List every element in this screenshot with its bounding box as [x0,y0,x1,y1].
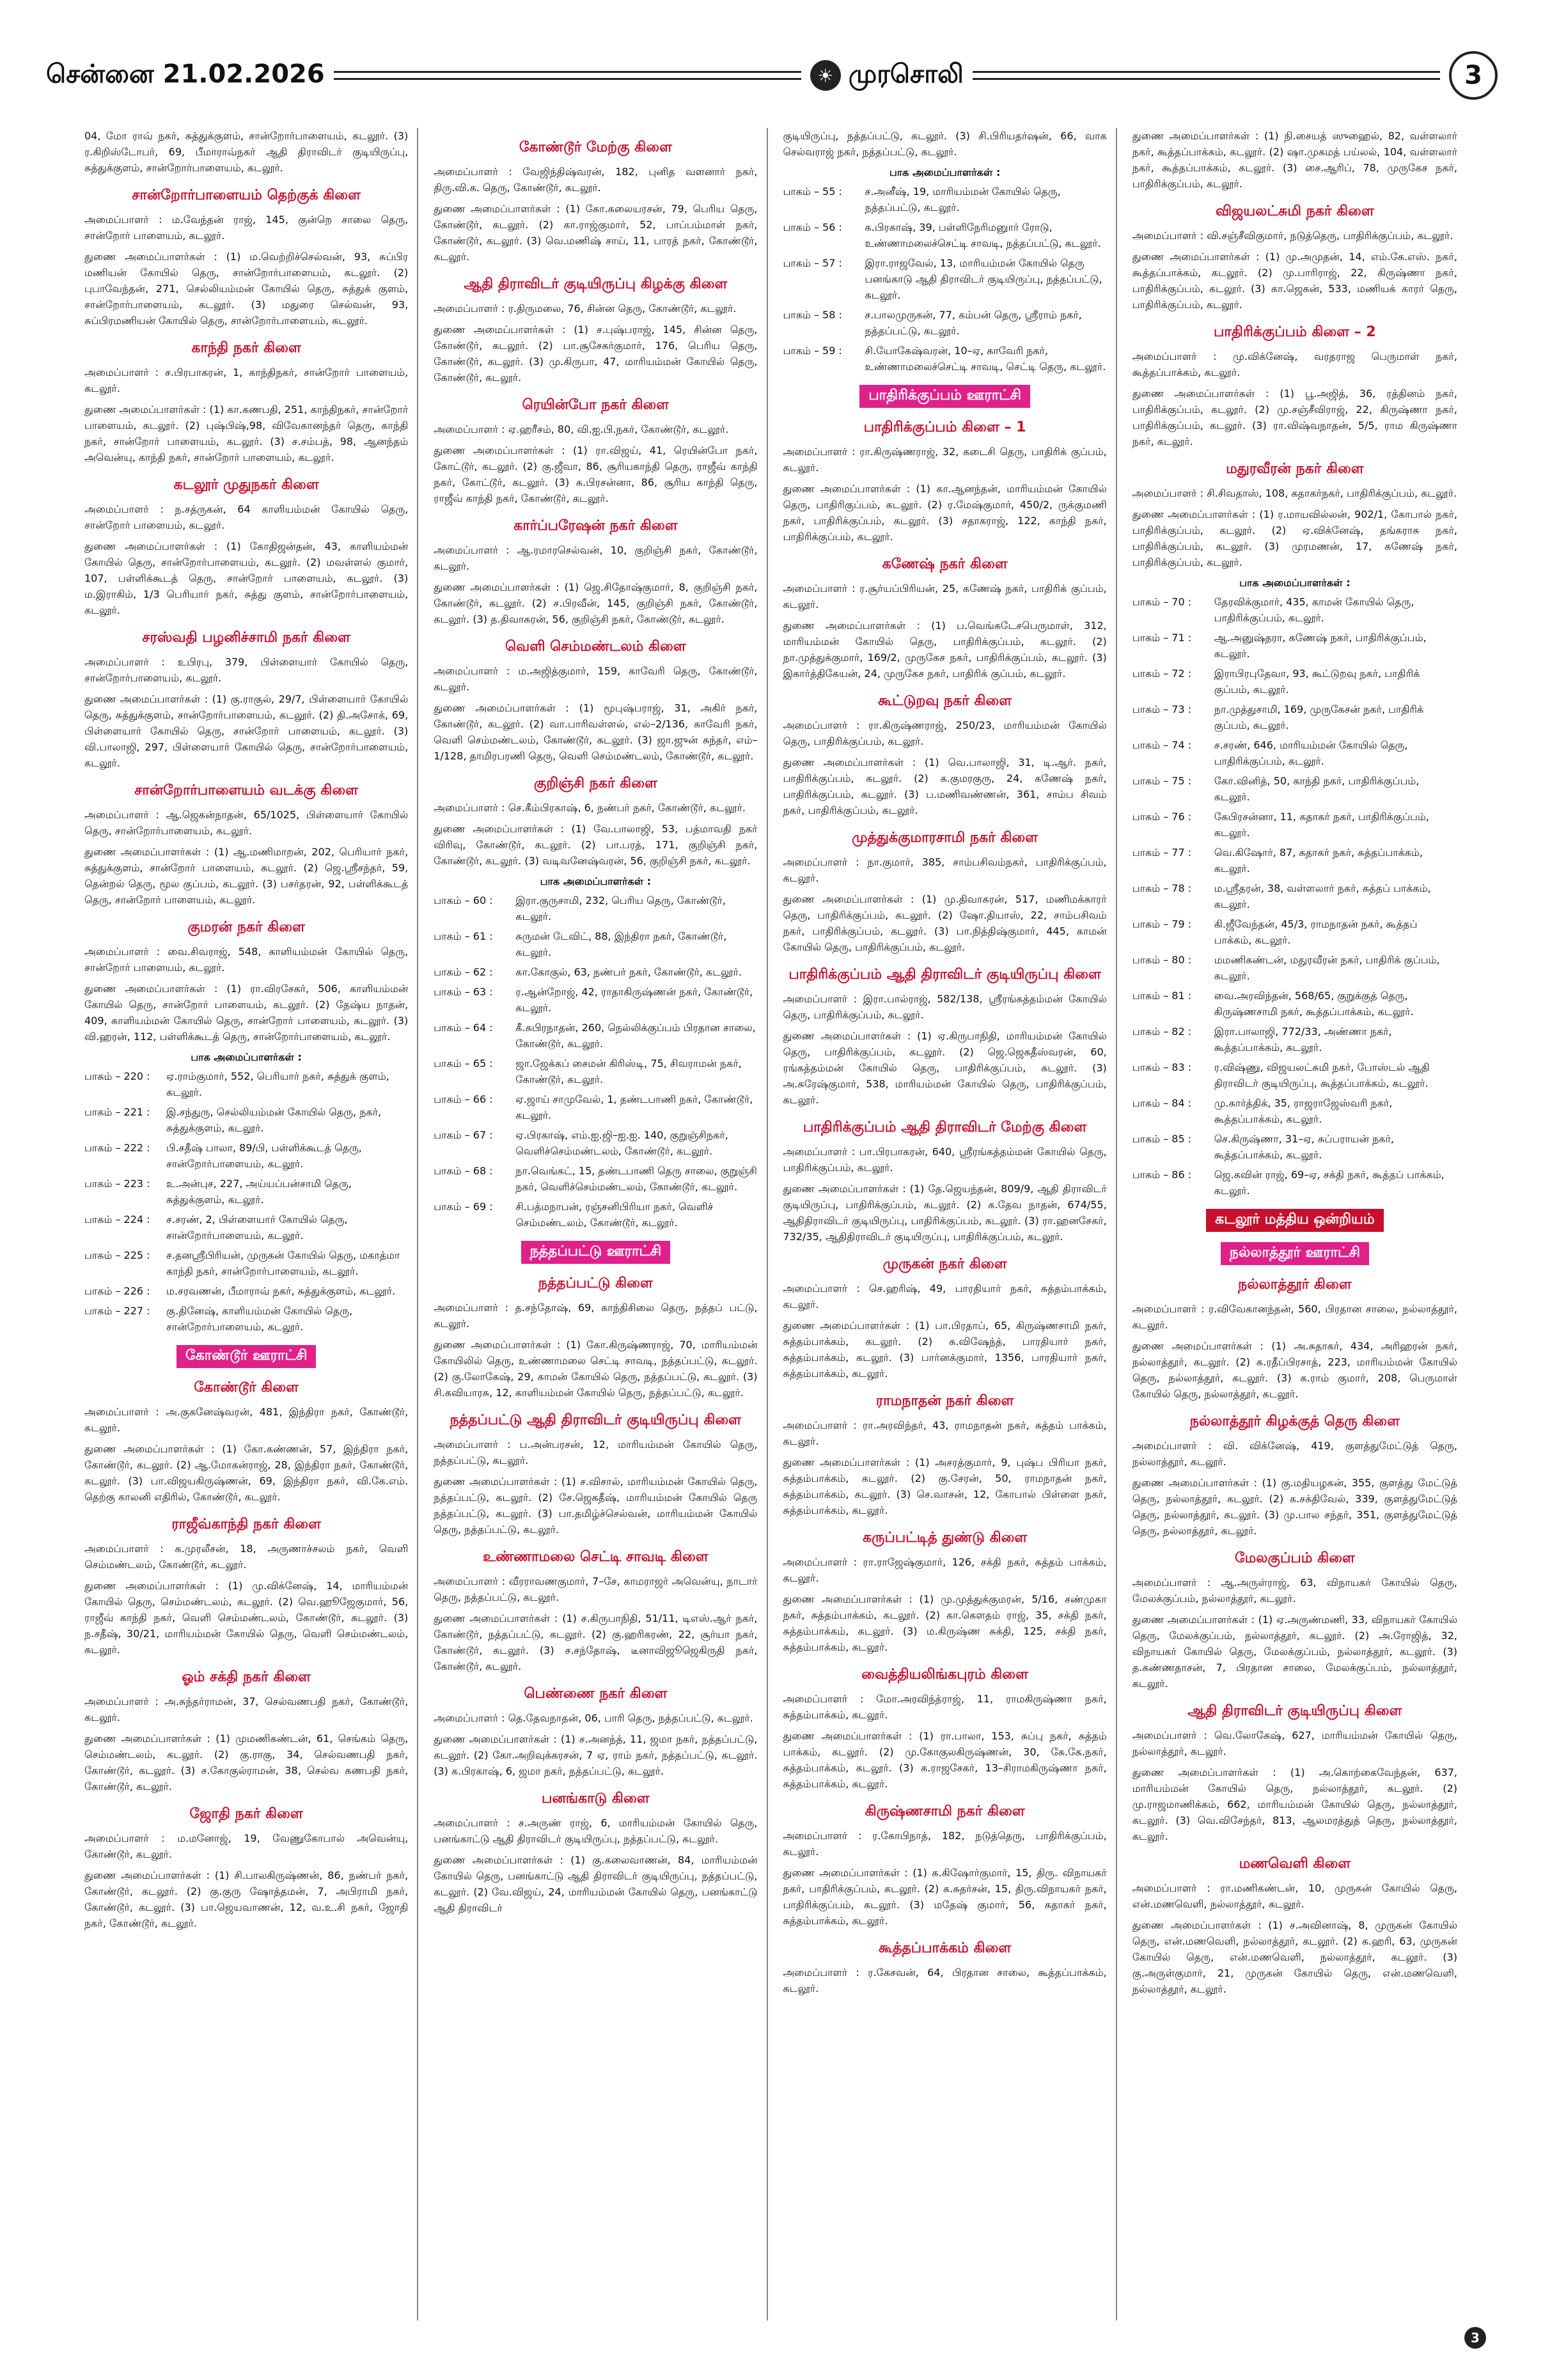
organiser-entry: அமைப்பாளர் : ர.சூர்யப்பிரியன், 25, கணேஷ் நகர், பாதிரிக் குப்பம், கடலூர். [783,582,1107,611]
panchayat-band [1132,1242,1457,1265]
panchayat-band [783,385,1107,408]
ward-organiser: கா.கோகுல், 63, நண்பர் நகர், கோண்டூர், கடலூர். [515,966,742,978]
branch-title: ஓம் சக்தி நகர் கிளை [182,1669,311,1685]
deputy-organisers-entry: துணை அமைப்பாளர்கள் : (1) பா.பிரதாப், 65, கிருஷ்ணசாமி நகர், சுத்தம்பாக்கம், கடலூர். (2) க.விஷேந்த், பாரதியார் நகர், சுத்தம்பாக்கம், கடலூர். (3) பார்னக்குமார், 1356, பாரதியார் நகர், சுத்தம்பாக்கம், கடலூர். [783,1319,1107,1380]
deputy-organisers-entry: துணை அமைப்பாளர்கள் : (1) கா.கணபதி, 251, காந்திநகர், சான்றோர் பாளையம், கடலூர். (2) புஷ்பிஷ்,98, விவேகானந்தர் தெரு, காந்தி நகர், சான்றோர் பாளையம், கடலூர். (3) ச.சம்பத், 98, ஆனந்தம் அவென்யு, காந்தி நகர், சான்றோர் பாளையம், கடலூர். [84,403,409,463]
branch-title: காந்தி நகர் கிளை [191,340,301,356]
branch-title: கூத்தப்பாக்கம் கிளை [879,1940,1012,1956]
organiser-entry: அமைப்பாளர் : சி.சிவதாஸ், 108, கதாகர்நகர், பாதிரிக்குப்பம், கடலூர். [1132,487,1457,499]
deputy-organisers-entry: துணை அமைப்பாளர்கள் : (1) கோ.கண்ணன், 57, இந்திரா நகர், கோண்டூர், கடலூர். (2) ஆ.மோகன்ராஜ், 28, இந்திரா நகர், கோண்டூர், கடலூர். (3) பா.விஜயகிருஷ்ணன், 69, இந்திரா நகர், வி.கே.எம். தெற்கு காலனி எதிரில், கோண்டூர், கடலூர். [84,1443,409,1503]
deputy-organisers-entry: துணை அமைப்பாளர்கள் : (1) வெ.பாலாஜி, 31, டி.ஆர். நகர், பாதிரிக்குப்பம், கடலூர். (2) க.குமரகுரு, 24, கணேஷ் நகர், பாதிரிக்குப்பம், கடலூர். (3) ப.மணிவண்ணன், 361, சாம்ப சிவம் நகர், பாதிரிக்குப்பம், கடலூர். [783,756,1107,816]
panchayat-band [84,1345,408,1368]
branch-title: பாதிரிக்குப்பம் ஆதி திராவிடர் மேற்கு கிளை [803,1119,1087,1135]
page-number-badge: 3 [1449,51,1498,100]
deputy-organisers-entry: துணை அமைப்பாளர்கள் : (1) ச.புஷ்பராஜ், 145, சின்ன தெரு, கோண்டூர், கடலூர். (2) பா.சூசேகர்குமார், 176, பெரிய தெரு, கோண்டூர், கடலூர். (3) மு.கிருபா, 47, மாரியம்மன் கோயில் தெரு, கோண்டூர், கடலூர். [434,323,758,384]
organiser-entry: அமைப்பாளர் : ஆ.ரமாரசெல்வன், 10, குறிஞ்சி நகர், கோண்டூர், கடலூர். [434,544,758,572]
deputy-organisers-entry: துணை அமைப்பாளர்கள் : (1) கோ.கிருஷ்ணராஜ், 70, மாரியம்மன் கோயிலில் தெரு, உண்ணாமலை செட்டி சாவடி, நத்தப்பட்டு, கடலூர். (2) கு.லோகேஷ், 29, காமன் கோயில் தெரு, நத்தப்பட்டு, கடலூர். (3) சி.கவியாரசு, 12, காளியம்மன் கோயில் தெரு, நத்தப்பட்டு, கடலூர். [434,1339,758,1399]
ward-organiser: கு.தினேஷ், காளியம்மன் கோயில் தெரு, சான்றோர்பாளையம், கடலூர். [166,1305,353,1333]
organiser-entry: அமைப்பாளர் : ஆ.அருள்ராஜ், 63, விநாயகர் கோயில் தெரு, மேலக்குப்பம், நல்லாத்தூர், கடலூர். [1132,1576,1457,1605]
ward-number: பாகம் – 64 : [434,1022,493,1034]
ward-number: பாகம் – 83 : [1132,1061,1192,1073]
deputy-organisers-entry: துணை அமைப்பாளர்கள் : (1) ச.விசால், மாரியம்மன் கோயில் தெரு, நத்தப்பட்டு, கடலூர். (2) சே.ஜெகதீஷ், மாரியம்மன் கோயில் தெரு நத்தப்பட்டு, கடலூர். (3) பா.தமிழ்ச்செல்வன், மாரியம்மன் கோயில் தெரு, நத்தப்பட்டு, கடலூர். [434,1475,758,1536]
ward-organiser: ஆ.அனுஷ்தரா, கணேஷ் நகர், பாதிரிக்குப்பம், கடலூர். [1214,632,1427,660]
ward-organiser: இரா.ராஜவேல், 13, மாரியம்மன் கோயில் தெரு பனங்காடு ஆதி திராவிடர் குடியிருப்பு, நத்தப்பட்டு, கடலூர். [865,257,1102,301]
ward-number: பாகம் – 74 : [1132,739,1192,751]
ward-row [1132,916,1457,948]
deputy-organisers-entry: துணை அமைப்பாளர்கள் : (1) அ.சுதாகர், 434, அரிஹரன் நகர், நல்லாத்தூர், கடலூர். (2) க.ரதீப்பிரசாத், 223, மாரியம்மன் கோயில் தெரு, நல்லாத்தூர், கடலூர். (3) க.ராம் குமார், 208, பெருமாள் கோயில் தெரு, நல்லாத்தூர், கடலூர். [1132,1340,1457,1400]
ward-number: பாகம் – 67 : [434,1129,493,1141]
deputy-organisers-entry: துணை அமைப்பாளர்கள் : (1) கா.ஆனந்தன், மாரியம்மன் கோயில் தெரு, பாதிரிகுப்பம், கடலூர். (2) ர.மேஷ்குமார், 450/2, ருக்குமணி நகர், பாதிரிக்குப்பம், கடலூர். (3) சதாகராஜ், 122, காந்தி நகர், பாதிரிக்குப்பம், கடலூர். [783,483,1107,543]
ward-row [434,1127,757,1159]
ward-organisers-label: பாக அமைப்பாளர்கள் : [889,166,1001,178]
organiser-entry: அமைப்பாளர் : வி.சஞ்சீவிகுமார், நடுத்தெரு, பாதிரிக்குப்பம், கடலூர். [1132,229,1453,242]
rising-sun-emblem-icon: ☀ [810,60,841,91]
branch-title: பெண்ணை நகர் கிளை [524,1686,668,1702]
ward-organiser: வெ.கிஷோர், 87, கதாகர் நகர், சுத்தப்பாக்கம், கடலூர். [1214,846,1423,875]
branch-title: கூட்டுறவு நகர் கிளை [878,693,1012,709]
ward-row [1132,737,1457,769]
ward-organiser: க.பிரகாஷ், 39, பள்ளிநேரிமனுார் ரோடு, உண்ணாமலைச்செட்டி சாவடி, நத்தப்பட்டு, கடலூர். [865,221,1101,249]
branch-title: கோண்டூர் மேற்கு கிளை [519,139,672,155]
ward-row [1132,880,1457,912]
newspaper-name [810,59,964,92]
organiser-entry: அமைப்பாளர் : மோ.அரவிந்த்ராஜ், 11, ராமகிருஷ்ணா நகர், சுத்தம்பாக்கம், கடலூர். [783,1693,1107,1721]
branch-title: ரெயின்போ நகர் கிளை [522,397,670,413]
ward-number: பாகம் – 58 : [783,309,842,321]
ward-number: பாகம் – 80 : [1132,954,1192,966]
organiser-entry: அமைப்பாளர் : ர.விவேகானந்தன், 560, பிரதான சாலை, நல்லாத்தூர், கடலூர். [1132,1303,1457,1331]
continued-text: 04, மோ ராவ் நகர், சுத்துக்குளம், சான்றோர்பாளையம், கடலூர். (3) ர.கிறிஸ்டோபர், 69, பீமாராவ்நகர் ஆதி திராவிடர் குடியிருப்பு, சுத்துக்குளம், சான்றோர்பாளையம், கடலூர். [84,130,409,174]
ward-organisers-label: பாக அமைப்பாளர்கள் : [191,1051,302,1063]
ward-row [1132,1131,1457,1163]
branch-title: வெளி செம்மண்டலம் கிளை [505,639,686,655]
ward-number: பாகம் – 226 : [84,1285,150,1297]
branch-title: வைத்தியலிங்கபுரம் கிளை [861,1667,1028,1683]
deputy-organisers-entry: துணை அமைப்பாளர்கள் : (1) ஆ.மணிமாறன், 202, பெரியார் நகர், சுத்துக்குளம், சான்றோர் பாளையம், கடலூர். (2) ஜெ.ஸ்ரீசந்தர், 59, தென்றல் தெரு, மூல குப்பம், கடலூர். (3) பசர்தரன், 92, பள்ளிக்கூடத் தெரு, சான்றோர் பாளையம், கடலூர். [84,846,409,906]
deputy-organisers-entry: துணை அமைப்பாளர்கள் : (1) கு.கலைவாணன், 84, மாரியம்மன் கோயில் தெரு, பனங்காட்டு ஆதி திராவிடர் குடியிருப்பு, நத்தப்பட்டு, கடலூர். (2) வே.விஜய், 24, மாரியம்மன் கோயில் தெரு, பனங்காட்டு ஆதி திராவிடர் [434,1854,758,1914]
ward-organiser: ச.தனஸ்ரீபிரியன், முருகன் கோயில் தெரு, மகாத்மா காந்தி நகர், சான்றோர்பாளையம், கடலூர். [166,1249,400,1277]
organiser-entry: அமைப்பாளர் : ரா.கிருஷ்ணராஜ், 32, கடைசி தெரு, பாதிரிக் குப்பம், கடலூர். [783,446,1107,474]
ward-number: பாகம் – 55 : [783,185,842,198]
branch-title: கிருஷ்ணசாமி நகர் கிளை [865,1803,1025,1819]
ward-organiser: நா.வெங்கட், 15, தண்டபாணி தெரு சாலை, குறுஞ்சி நகர், வெளிச்செம்மண்டலம், கோண்டூர், கடலூர். [515,1165,757,1193]
panchayat-band-label: நத்தப்பட்டு ஊராட்சி [521,1241,671,1264]
ward-organiser: ம.சரவணன், பீமாராவ் நகர், சுத்துக்குளம், கடலூர். [166,1285,396,1297]
ward-organiser: ஜா.ஜேக்கப் சைமன் கிரிஸ்டி, 75, சிவராமன் நகர், கோண்டூர், கடலூர். [515,1057,742,1085]
organiser-entry: அமைப்பாளர் : ஆ.ஜெகன்நாதன், 65/1025, பிள்ளையார் கோயில் தெரு, சான்றோர்பாளையம், கடலூர். [84,809,409,837]
ward-organiser: ச.அனீஷ், 19, மாரியம்மன் கோயில் தெரு, நத்தப்பட்டு, கடலூர். [865,185,1061,214]
union-band [1132,1209,1457,1232]
organiser-entry: அமைப்பாளர் : அ.குகனேஷ்வரன், 481, இந்திரா நகர், கோண்டூர், கடலூர். [84,1406,409,1434]
ward-organiser: ஜெ.கவின் ராஜ், 69–ஏ, சக்தி நகர், கூத்தப் பாக்கம், கடலூர். [1214,1169,1445,1197]
ward-row [434,964,757,980]
ward-number: பாகம் – 85 : [1132,1133,1192,1145]
ward-row [84,1176,408,1208]
organiser-entry: அமைப்பாளர் : ச.அருண் ராஜ், 6, மாரியம்மன் கோயில் தெரு, பனங்காட்டு ஆதி திராவிடர் குடியிருப்பு, நத்தப்பட்டு, கடலூர். [434,1817,758,1845]
ward-organiser: கி.ஜீவேந்தன், 45/3, ராமநாதன் நகர், கூத்தப் பாக்கம், கடலூர். [1214,918,1418,946]
ward-organiser: மமணிகண்டன், மதுரவீரன் நகர், பாதிரிக் குப்பம், கடலூர். [1214,954,1440,982]
deputy-organisers-entry: துணை அமைப்பாளர்கள் : (1) கோதிஜன்தன், 43, காளியம்மன் கோயில் தெரு, சான்றோர்பாளையம், கடலூர். (2) மவள்ளல் குமார், 107, பள்ளிக்கூடத் தெரு, சான்றோர் பாளையம், கடலூர். (3) ம.இராகிம், 1/3 பெரியார் நகர், சுத்து குளம், சான்றோர்பாளையம், கடலூர். [84,540,409,616]
ward-number: பாகம் – 82 : [1132,1025,1192,1038]
ward-number: பாகம் – 227 : [84,1305,150,1317]
branch-title: நத்தப்பட்டு கிளை [538,1275,653,1291]
ward-number: பாகம் – 221 : [84,1106,150,1118]
ward-number: பாகம் – 71 : [1132,632,1192,644]
branch-title: மதுரவீரன் நகர் கிளை [1226,461,1364,477]
ward-organisers-label: பாக அமைப்பாளர்கள் : [1239,577,1351,589]
ward-row [1132,773,1457,805]
deputy-organisers-entry: துணை அமைப்பாளர்கள் : (1) ச.அனந்த், 11, ஜமா நகர், நத்தப்பட்டு, கடலூர். (2) கோ.அறிவுக்கரசன், 7 ஏ, ராம் நகர், நத்தப்பட்டு, கடலூர். (3) க.பிரகாஷ், 6, ஜமா நகர், நத்தப்பட்டு, கடலூர். [434,1733,758,1777]
ward-organiser: ச.பாலமுருகன், 77, கம்பன் தெரு, ஸ்ரீராம் நகர், நத்தப்பட்டு, கடலூர். [865,309,1082,337]
ward-row [1132,701,1457,733]
ward-number: பாகம் – 65 : [434,1057,493,1069]
ward-organiser: ஏ.பிரகாஷ், எம்.ஐ.ஜி–ஐ.ஐ. 140, குறுஞ்சிநகர், வெளிச்செம்மண்டலம், கோண்டூர், கடலூர். [515,1129,728,1157]
deputy-organisers-entry: துணை அமைப்பாளர்கள் : (1) ச.அவினாஷ், 8, முருகன் கோயில் தெரு, என்.மணவெளி, நல்லாத்தூர், கடலூர். (2) க.ஹரி, 63, முருகன் கோயில் தெரு, என்.மணவெளி, நல்லாத்தூர், கடலூர். (3) கு.அருள்குமார், 21, முருகன் கோயில் தெரு, என்.மணவெளி, நல்லாத்தூர், கடலூர். [1132,1919,1457,1995]
masthead [46,50,1498,101]
ward-row [783,255,1107,303]
ward-number: பாகம் – 56 : [783,221,842,233]
deputy-organisers-entry: துணை அமைப்பாளர்கள் : (1) ஜெ.சிதோஷ்குமார், 8, குறிஞ்சி நகர், கோண்டூர், கடலூர். (2) ச.பிரவீன், 145, குறிஞ்சி நகர், கோண்டூர், கடலூர். (3) த.திவாகரன், 56, குறிஞ்சி நகர், கோண்டூர், கடலூர். [434,581,758,625]
organiser-entry: அமைப்பாளர் : ரா.ராஜேஷ்குமார், 126, சக்தி நகர், சுத்தம் பாக்கம், கடலூர். [783,1556,1107,1584]
branch-title: சான்றோர்பாளையம் தெற்குக் கிளை [132,187,361,203]
ward-row [783,183,1107,215]
branch-title: கடலூர் முதுநகர் கிளை [173,477,319,493]
ward-row [434,1020,757,1052]
ward-row [1132,630,1457,662]
branch-title: ஜோதி நகர் கிளை [189,1806,303,1822]
branch-title: பாதிரிக்குப்பம் கிளை – 2 [1214,324,1376,340]
branch-title: குமரன் நகர் கிளை [187,919,305,935]
organiser-entry: அமைப்பாளர் : ஏ.ஹரீசம், 80, வி.ஐ.பி.நகர், கோண்டூர், கடலூர். [434,423,729,435]
ward-organiser: இ.சந்துரு, செல்லியம்மன் கோயில் தெரு, நகர், சுத்துக்குளம், கடலூர். [166,1106,382,1134]
ward-row [783,307,1107,339]
deputy-organisers-entry: துணை அமைப்பாளர்கள் : (1) மூபுஷ்பராஜ், 31, அகிர் நகர், கோண்டூர், கடலூர். (2) வா.பாரிவள்ளல், எல்–2/136, காவேரி நகர், வெளி செம்மண்டலம், கோண்டூர், கடலூர். (3) ஜா.ஜுன் சுந்தர், எம்–1/128, தாமிரபரணி தெரு, வெளி செம்மண்டலம், கோண்டூர், கடலூர். [434,702,758,762]
ward-row [1132,952,1457,984]
branch-title: கோண்டூர் கிளை [194,1380,299,1396]
deputy-organisers-entry: துணை அமைப்பாளர்கள் : (1) மு.முத்துக்குமரன், 5/16, சண்முகா நகர், சுத்தம்பாக்கம், கடலூர். (2) கா.கௌதம் ராஜ், 35, சக்தி நகர், சுத்தம்பாக்கம், கடலூர். (3) ம.கிருஷ்ண சுக்தி, 125, சக்தி நகர், சுத்தம்பாக்கம், கடலூர். [783,1593,1107,1653]
deputy-organisers-entry: துணை அமைப்பாளர்கள் : (1) மு.அமுதன், 14, எம்.கே.எஸ். நகர், கூத்தப்பாக்கம், கடலூர். (2) மு.பாரிராஜ், 22, கிருஷ்ணா நகர், பாதிரிக்குப்பம், கடலூர். (3) கா.ஜெகன், 533, மணியக் காரர் தெரு, பாதிரிக்குப்பம், கடலூர். [1132,251,1457,311]
branch-title: பாதிரிக்குப்பம் கிளை – 1 [863,419,1026,435]
ward-row [434,892,757,924]
ward-organiser: சி.யோகேஷ்வரன், 10–ஏ, காவேரி நகர், உண்ணாமலைச்செட்டி சாவடி, செட்டி தெரு, கடலூர். [865,345,1106,373]
ward-number: பாகம் – 60 : [434,894,493,906]
ward-number: பாகம் – 66 : [434,1093,493,1105]
ward-organiser: கேபிரசன்னா, 11, கதாகர் நகர், பாதிரிக்குப்பம், கடலூர். [1214,811,1429,839]
deputy-organisers-entry: துணை அமைப்பாளர்கள் : (1) கோ.கலையரசன், 79, பெரிய தெரு, கோண்டூர், கடலூர். (2) கா.ராஜ்குமார், 52, பாப்பம்மாள் நகர், கோண்டூர், கடலூர். (3) வெ.மணிஷ் சாய், 11, பாரத் நகர், கோண்டூர், கடலூர். [434,203,758,263]
ward-number: பாகம் – 84 : [1132,1097,1192,1109]
ward-number: பாகம் – 72 : [1132,667,1192,680]
ward-row [1132,844,1457,876]
ward-organiser: இரா.குருசாமி, 232, பெரிய தெரு, கோண்டூர், கடலூர். [515,894,726,922]
deputy-organisers-entry: துணை அமைப்பாளர்கள் : (1) ஏ.அருண்மணி, 33, விநாயகர் கோயில் தெரு, மேலக்குப்பம், நல்லாத்தூர், கடலூர். (2) அ.ரோஜித், 32, விநாயகர் கோயில் தெரு, மேலக்குப்பம், நல்லாத்தூர், கடலூர். (3) த.கண்ணதாசன், 7, பிரதான சாலை, மேலக்குப்பம், நல்லாத்தூர், கடலூர். [1132,1614,1457,1690]
ward-number: பாகம் – 224 : [84,1213,150,1225]
ward-organiser: நா.முத்துசாமி, 169, முருகேசன் நகர், பாதிரிக் குப்பம், கடலூர். [1214,703,1424,731]
ward-row [84,1211,408,1243]
organiser-entry: அமைப்பாளர் : வேஜிந்திஷ்வரன், 182, புனித வளனார் நகர், திரு.வி.க. தெரு, கோண்டூர், கடலூர். [434,166,758,194]
organiser-entry: அமைப்பாளர் : ச.பிரபாகரன், 1, காந்திநகர், சான்றோர் பாளையம், கடலூர். [84,366,409,394]
panchayat-band-label: கோண்டூர் ஊராட்சி [176,1345,316,1368]
ward-number: பாகம் – 70 : [1132,596,1192,608]
deputy-organisers-entry: துணை அமைப்பாளர்கள் : (1) க.கிஷோர்குமார், 15, திரு. விநாயகர் நகர், பாதிரிக்குப்பம், கடலூர். (2) க.சுதர்சன், 15, திரு.விநாயகர் நகர், பாதிரிக்குப்பம், கடலூர். (3) மதேஷ் குமார், 56, கதாகர் நகர், சுத்தம்பாக்கம், கடலூர். [783,1867,1107,1927]
ward-number: பாகம் – 78 : [1132,882,1192,894]
deputy-organisers-entry: துணை அமைப்பாளர்கள் : (1) கு.ராகுல், 29/7, பிள்ளையார் கோயில் தெரு, சுத்துக்குளம், சான்றோர்பாளையம், கடலூர். (2) தி.அசோக், 69, பிள்ளையார் கோயில் தெரு, சான்றோர் பாளையம், கடலூர். (3) வி.பாலாஜி, 297, பிள்ளையார் கோயில் தெரு, சான்றோர்பாளையம், கடலூர். [84,693,409,769]
organiser-entry: அமைப்பாளர் : ந.சத்ருகன், 64 காளியம்மன் கோயில் தெரு, சான்றோர் பாளையம், கடலூர். [84,503,409,531]
deputy-organisers-entry: துணை அமைப்பாளர்கள் : (1) ர.மாயவில்லன், 902/1, கோபால் நகர், பாதிரிக்குப்பம், கடலூர். (2) ஏ.விக்னேஷ், தங்கராசு நகர், பாதிரிக்குப்பம், கடலூர். (3) முரமணன், 17, கணேஷ் நகர், பாதிரிக்குப்பம், கடலூர். [1132,508,1457,568]
branch-title: மேலகுப்பம் கிளை [1234,1550,1355,1566]
organiser-entry: அமைப்பாளர் : தெ.தேவநாதன், 06, பாரி தெரு, நத்தப்பட்டு, கடலூர். [434,1712,753,1724]
ward-row [1132,809,1457,841]
ward-organiser: ம.ஸ்ரீதரன், 38, வள்ளலார் நகர், சுத்தப் பாக்கம், கடலூர். [1214,882,1431,910]
ward-organiser: கீ.சுபிரநாதன், 260, நெல்லிக்குப்பம் பிரதான சாலை, கோண்டூர், கடலூர். [515,1022,756,1050]
ward-number: பாகம் – 220 : [84,1070,150,1082]
ward-organisers-label: பாக அமைப்பாளர்கள் : [540,875,652,887]
ward-row [434,1199,757,1231]
ward-row [434,984,757,1016]
organiser-entry: அமைப்பாளர் : உபிரபு, 379, பிள்ளையார் கோயில் தெரு, சான்றோர்பாளையம், கடலூர். [84,656,409,684]
deputy-organisers-entry: துணை அமைப்பாளர்கள் : (1) ச.கிருபாநிதி, 51/11, டிஎஸ்.ஆர் நகர், கோண்டூர், நத்தப்பட்டு, கடலூர். (2) கு.ஹரிகரண், 22, சூர்யா நகர், கோண்டூர், கடலூர். (3) ச.சந்தோஷ், டீனாவிஜூஜெகிருதி நகர், கோண்டூர், கடலூர். [434,1612,758,1672]
continued-text: துணை அமைப்பாளர்கள் : (1) நி.சையத் ஸுஹைல், 82, வள்ளலார் நகர், கூத்தப்பாக்கம், கடலூர். (2) ஷா.முகமத் பய்லல், 104, வள்ளலார் நகர், கூத்தப்பாக்கம், கடலூர். (3) சை.ஆரிப், 78, முருகேச நகர், பாதிரிக்குப்பம், கடலூர். [1132,130,1457,190]
branch-title: ராமநாதன் நகர் கிளை [875,1393,1014,1409]
deputy-organisers-entry: துணை அமைப்பாளர்கள் : (1) அ.கொற்கைவேந்தன், 637, மாரியம்மன் கோயில் தெரு, நல்லாத்தூர், கடலூர். (2) மு.ராஜமாணிக்கம், 662, மாரியம்மன் கோயில் தெரு, நல்லாத்தூர், கடலூர். (3) வெ.விசேந்தர், 813, ஆலமரத்துத் தெரு, நல்லாத்தூர், கடலூர். [1132,1766,1457,1842]
column-3 [774,128,1117,2321]
ward-organiser: ச.சரண், 646, மாரியம்மன் கோயில் தெரு, பாதிரிக்குப்பம், கடலூர். [1214,739,1408,767]
panchayat-band-label: நல்லாத்தூர் ஊராட்சி [1221,1242,1369,1265]
ward-row [434,1091,757,1123]
ward-organiser: உ.அன்புச, 227, அய்யப்பன்சாமி தெரு, சுத்துக்குளம், கடலூர். [166,1178,352,1206]
organiser-entry: அமைப்பாளர் : செ.ஹரிஷ், 49, பாரதியார் நகர், சுத்தம்பாக்கம், கடலூர். [783,1282,1107,1311]
branch-title: சான்றோர்பாளையம் வடக்கு கிளை [134,782,358,798]
ward-organiser: இராபிரபுதேவா, 93, கூட்டுறவு நகர், பாதிரிக் குப்பம், கடலூர். [1214,667,1420,696]
organiser-entry: அமைப்பாளர் : மு.விக்னேஷ், வரதராஜ பெருமாள் நகர், கூத்தப்பாக்கம், கடலூர். [1132,350,1457,378]
organiser-entry: அமைப்பாளர் : ர.கோபிநாத், 182, நடுத்தெரு, பாதிரிக்குப்பம், கடலூர். [783,1830,1107,1858]
deputy-organisers-entry: துணை அமைப்பாளர்கள் : (1) முமணிகண்டன், 61, செங்கம் தெரு, செம்மண்டலம், கடலூர். (2) கு.ராகு, 34, செல்வணபதி நகர், கோண்டூர், கடலூர். (3) ச.கோகுல்ராமன், 38, செல்வ கணபதி நகர், கோண்டூர், கடலூர். [84,1732,409,1793]
deputy-organisers-entry: துணை அமைப்பாளர்கள் : (1) ரா.பாலா, 153, சுப்பு நகர், சுத்தம் பாக்கம், கடலூர். (2) மு.கோகுலகிருஷ்ணன், 30, கே.கே.நகர், சுத்தம்பாக்கம், கடலூர். (3) க.ராஜசேகர், 13–சிராமகிருஷ்ணா நகர், சுத்தம்பாக்கம், கடலூர். [783,1730,1107,1790]
article-columns [75,128,1466,2321]
organiser-entry: அமைப்பாளர் : வை.சிவராஜ், 548, காளியம்மன் கோயில் தெரு, சான்றோர் பாளையம், கடலூர். [84,945,409,974]
branch-title: ஆதி திராவிடர் குடியிருப்பு கிளை [1187,1703,1402,1719]
organiser-entry: அமைப்பாளர் : க.முரலீசன், 18, அருணாச்சலம் நகர், வெளி செம்மண்டலம், கோண்டூர், கடலூர். [84,1543,409,1571]
ward-row [434,1055,757,1087]
ward-row [434,1163,757,1195]
ward-number: பாகம் – 223 : [84,1178,150,1190]
ward-row [1132,665,1457,697]
ward-organiser: பி.சதீஷ் பாலா, 89/பி, பள்ளிக்கூடத் தெரு, சான்றோர்பாளையம், கடலூர். [166,1142,362,1170]
branch-title: சரஸ்வதி பழனிச்சாமி நகர் கிளை [142,630,350,646]
union-band-label: கடலூர் மத்திய ஒன்றியம் [1206,1209,1384,1232]
branch-title: கருப்பட்டித் துண்டு கிளை [862,1530,1028,1546]
ward-organiser: ர.ஆன்றோஜ், 42, ராதாகிருஷ்ணன் நகர், கோண்டூர், கடலூர். [515,986,753,1014]
organiser-entry: அமைப்பாளர் : ரா.அரவிந்தர், 43, ராமநாதன் நகர், சுத்தம் பாக்கம், கடலூர். [783,1419,1107,1447]
branch-title: பாதிரிக்குப்பம் ஆதி திராவிடர் குடியிருப்பு கிளை [788,967,1101,983]
deputy-organisers-entry: துணை அமைப்பாளர்கள் : (1) வே.பாலாஜி, 53, பத்மாவதி நகர் விரிவு, கோண்டூர், கடலூர். (2) பா.பரத், 171, குறிஞ்சி நகர், கோண்டூர், கடலூர். (3) வடிவனேஷ்வரன், 56, குறிஞ்சி நகர், கடலூர். [434,823,758,867]
ward-row [1132,1059,1457,1091]
organiser-entry: அமைப்பாளர் : பா.பிரபாகரன், 640, ஸ்ரீரங்கத்தம்மன் கோயில் தெரு, பாதிரிக்குப்பம், கடலூர். [783,1146,1107,1174]
masthead-rule-left [334,71,801,80]
edition-date: சென்னை 21.02.2026 [46,59,325,89]
ward-organiser: ஏ.ஜாய் சாமுவேல், 1, தண்டபாணி நகர், கோண்டூர், கடலூர். [515,1093,753,1121]
organiser-entry: அமைப்பாளர் : வீரராவணகுமார், 7–சே, காமராஜர் அவென்யு, நாடார் தெரு, நத்தப்பட்டு, கடலூர். [434,1575,758,1603]
continued-text: குடியிருப்பு, நத்தப்பட்டு, கடலூர். (3) சி.பிரியதர்ஷன், 66, வாக செல்வராஜ் நகர், நத்தப்பட்டு, கடலூர். [783,130,1107,158]
branch-title: கணேஷ் நகர் கிளை [882,556,1008,572]
organiser-entry: அமைப்பாளர் : ர.கேசவன், 64, பிரதான சாலை, கூத்தப்பாக்கம், கடலூர். [783,1966,1107,1995]
ward-number: பாகம் – 77 : [1132,846,1192,859]
deputy-organisers-entry: துணை அமைப்பாளர்கள் : (1) மு.திவாகரன், 517, மணிமக்காரர் தெரு, பாதிரிக்குப்பம், கடலூர். (2) ஷோ.தியாஸ், 22, சாம்பசிவம் நகர், பாதிரிக்குப்பம், கடலூர். (3) பா.நித்திஷ்குமார், 445, காமன் கோயில் தெரு, பாதிரிக்குப்பம், கடலூர். [783,893,1107,953]
panchayat-band-label: பாதிரிக்குப்பம் ஊராட்சி [859,385,1030,408]
organiser-entry: அமைப்பாளர் : செ.கீம்பிரகாஷ், 6, நண்பர் நகர், கோண்டூர், கடலூர். [434,802,746,814]
deputy-organisers-entry: துணை அமைப்பாளர்கள் : (1) கு.மதியழகன், 355, குளத்து மேட்டுத் தெரு, நல்லாத்தூர், கடலூர். (2) க.சக்திவேல், 339, குளத்துமேட்டுத் தெரு, நல்லாத்தூர், கடலூர். (3) மு.பால சந்தர், 351, குளத்துமேட்டுத் தெரு, நல்லாத்தூர், கடலூர். [1132,1477,1457,1537]
branch-title: நத்தப்பட்டு ஆதி திராவிடர் குடியிருப்பு கிளை [450,1412,742,1428]
ward-row [783,343,1107,375]
ward-organiser: ர.விஷ்ணு, விஜயலட்சுமி நகர், போஸ்டல் ஆதி திராவிடர் குடியிருப்பு, கூத்தப்பாக்கம், கடலூர். [1214,1061,1430,1089]
column-2 [425,128,767,2321]
organiser-entry: அமைப்பாளர் : வெ.லோகேஷ், 627, மாரியம்மன் கோயில் தெரு, நல்லாத்தூர், கடலூர். [1132,1729,1457,1757]
branch-title: குறிஞ்சி நகர் கிளை [533,775,657,791]
ward-number: பாகம் – 57 : [783,257,842,269]
ward-number: பாகம் – 62 : [434,966,493,978]
ward-row [84,1140,408,1172]
ward-row [783,219,1107,251]
footer-page-number: 3 [1464,2327,1486,2349]
deputy-organisers-entry: துணை அமைப்பாளர்கள் : (1) ஏ.கிருபாநிதி, மாரியம்மன் கோயில் தெரு, பாதிரிக்குப்பம், கடலூர். (2) ஜெ.ஜெகதீஸ்வரன், 60, ரங்கத்தம்மன் கோயில் தெரு, பாதிரிக்குப்பம், கடலூர். (3) அ.சுரேஷ்குமார், 538, மாரியம்மன் கோயில் தெரு, பாதிரிக்குப்பம், கடலூர். [783,1030,1107,1106]
deputy-organisers-entry: துணை அமைப்பாளர்கள் : (1) மு.விக்னேஷ், 14, மாரியம்மன் கோயில் தெரு, செம்மண்டலம், கடலூர். (2) வெ.ஹூஜேகுமார், 56, ராஜீவ் காந்தி நகர், வெளி செம்மண்டலம், கோண்டூர், கடலூர். (3) ந.சதீஷ், 30/21, மாரியம்மன் கோயில் தெரு, வெளி செம்மண்டலம், கடலூர். [84,1580,409,1656]
ward-organiser: ச.சரண், 2, பிள்ளையார் கோயில் தெரு, சான்றோர்பாளையம், கடலூர். [166,1213,348,1241]
ward-number: பாகம் – 63 : [434,986,493,998]
branch-title: முத்துக்குமாரசாமி நகர் கிளை [852,830,1038,846]
ward-number: பாகம் – 59 : [783,345,842,357]
organiser-entry: அமைப்பாளர் : இரா.பால்ராஜ், 582/138, ஸ்ரீரங்கத்தம்மன் கோயில் தெரு, பாதிரிக்குப்பம், கடலூர். [783,993,1107,1021]
ward-organiser: சி.பத்மநாபன், ரஞ்சனிபிரியா நகர், வெளிச் செம்மண்டலம், கோண்டூர், கடலூர். [515,1201,714,1229]
organiser-entry: அமைப்பாளர் : ப.அன்பரசன், 12, மாரியம்மன் கோயில் தெரு, நத்தப்பட்டு, கடலூர். [434,1438,758,1466]
panchayat-band [434,1241,757,1264]
ward-organiser: செ.கிருஷ்ணா, 31–ஏ, சுப்பராயன் நகர், கூத்தப்பாக்கம், கடலூர். [1214,1133,1395,1161]
organiser-entry: அமைப்பாளர் : அ.சுந்தர்ராமன், 37, செல்வணபதி நகர், கோண்டூர், கடலூர். [84,1695,409,1723]
ward-row [84,1283,408,1299]
ward-number: பாகம் – 61 : [434,930,493,942]
ward-row [1132,1095,1457,1127]
ward-number: பாகம் – 69 : [434,1201,493,1213]
ward-number: பாகம் – 76 : [1132,811,1192,823]
branch-title: உண்ணாமலை செட்டி சாவடி கிளை [483,1549,709,1565]
deputy-organisers-entry: துணை அமைப்பாளர்கள் : (1) சி.பாலகிருஷ்ணன், 86, நண்பர் நகர், கோண்டூர், கடலூர். (2) கு.குரு ஷோத்தமன், 7, அபிராமி நகர், கோண்டூர், கடலூர். (3) பா.ஜெயவாணன், 12, வ.உ.சி நகர், ஜோதி நகர், கோண்டூர், கடலூர். [84,1869,409,1929]
ward-row [84,1247,408,1279]
ward-row [1132,988,1457,1020]
ward-row [84,1104,408,1136]
deputy-organisers-entry: துணை அமைப்பாளர்கள் : (1) ரா.விரசேகர், 506, காளியம்மன் கோயில் தெரு, சான்றோர் பாளையம், கடலூர். (2) தேஷ்ய நாதன், 409, காளியம்மன் கோயில் தெரு, சான்றோர் பாளையம், கடலூர். (3) வி.ஹரன், 112, பள்ளிக்கூடத் தெரு, சான்றோர்பாளையம், கடலூர். [84,983,409,1043]
organiser-entry: அமைப்பாளர் : ம.வேந்தன் ராஜ், 145, குன்றெ சாலை தெரு, சான்றோர் பாளையம், கடலூர். [84,214,409,242]
newspaper-name-text: முரசொலி [848,59,964,89]
organiser-entry: அமைப்பாளர் : ம.மனோஜ், 19, வேணுகோபால் அவென்யு, கோண்டூர், கடலூர். [84,1832,409,1860]
ward-organiser: கோ.வினித், 50, காந்தி நகர், பாதிரிக்குப்பம், கடலூர். [1214,775,1420,803]
ward-number: பாகம் – 222 : [84,1142,150,1154]
organiser-entry: அமைப்பாளர் : நா.குமார், 385, சாம்பசிவம்நகர், பாதிரிக்குப்பம், கடலூர். [783,856,1107,884]
branch-title: மணவெளி கிளை [1239,1856,1351,1872]
organiser-entry: அமைப்பாளர் : த.சந்தோஷ், 69, காந்திசிலை தெரு, நத்தப் பட்டு, கடலூர். [434,1302,758,1330]
organiser-entry: அமைப்பாளர் : ம.அஜித்குமார், 159, காவேரி தெரு, கோண்டூர், கடலூர். [434,665,758,693]
organiser-entry: அமைப்பாளர் : வி. விக்னேஷ், 419, குளத்துமேட்டுத் தெரு, நல்லாத்தூர், கடலூர். [1132,1440,1457,1468]
masthead-rule-right [973,71,1440,80]
ward-organiser: ஏ.ராம்குமார், 552, பெரியார் நகர், சுத்துக் குளம், கடலூர். [166,1070,389,1098]
deputy-organisers-entry: துணை அமைப்பாளர்கள் : (1) அசரத்குமார், 9, புஷ்ப பிரியா நகர், சுத்தம்பாக்கம், கடலூர். (2) கு.சேரன், 50, ராமநாதன் நகர், சுத்தம்பாக்கம், கடலூர். (3) செ.வாசன், 12, கோபால் பிள்ளை நகர், சுத்தம்பாக்கம், கடலூர். [783,1456,1107,1516]
ward-row [1132,1167,1457,1199]
branch-title: விஜயலட்சுமி நகர் கிளை [1216,203,1374,219]
deputy-organisers-entry: துணை அமைப்பாளர்கள் : (1) ரா.விஜய், 41, ரெயின்போ நகர், கோட்டூர், கடலூர். (2) கு.ஜீவா, 86, சூரியகாந்தி தெரு, ராஜீவ் காந்தி நகர், கோட்டூர், கடலூர். (3) சு.பிரசன்னா, 86, சூரிய காந்தி தெரு, ராஜீவ் காந்தி நகர், கோண்டூர், கடலூர். [434,444,758,504]
ward-number: பாகம் – 75 : [1132,775,1192,787]
ward-number: பாகம் – 86 : [1132,1169,1192,1181]
deputy-organisers-entry: துணை அமைப்பாளர்கள் : (1) தே.ஜெயந்தன், 809/9, ஆதி திராவிடர் குடியிருப்பு, பாதிரிக்குப்பம், கடலூர். (2) க.தேவ நாதன், 674/55, ஆதிதிராவிடர் குடியிருப்பு, பாதிரிக்குப்பம், கடலூர். (3) ரா.ஹனசேகர், 732/35, ஆதிதிராவிடர் குடியிருப்பு, பாதிரிக்குப்பம், கடலூர். [783,1183,1107,1243]
ward-organiser: இரா.பாலாஜி, 772/33, அண்ணா நகர், கூத்தப்பாக்கம், கடலூர். [1214,1025,1392,1054]
ward-row [1132,1023,1457,1055]
branch-title: ஆதி திராவிடர் குடியிருப்பு கிழக்கு கிளை [464,276,728,292]
branch-title: ராஜீவ்காந்தி நகர் கிளை [171,1516,321,1532]
ward-organiser: சுருமன் டேவிட், 88, இந்திரா நகர், கோண்டூர், கடலூர். [515,930,727,958]
ward-row [84,1068,408,1100]
column-4 [1124,128,1466,2321]
branch-title: பனங்காடு கிளை [542,1791,650,1807]
ward-row [1132,594,1457,626]
ward-organiser: மு.கார்த்திக், 35, ராஜராஜேஸ்வரி நகர், கூத்தப்பாக்கம், கடலூர். [1214,1097,1393,1125]
ward-row [434,928,757,960]
branch-title: நல்லாத்தூர் கிழக்குத் தெரு கிளை [1189,1413,1400,1429]
deputy-organisers-entry: துணை அமைப்பாளர்கள் : (1) பூ.அஜித், 36, ரத்தினம் நகர், பாதிரிக்குப்பம், கடலூர். (2) மு.சஞ்சீவிராஜ், 22, கிருஷ்ணா நகர், பாதிரிக்குப்பம், கடலூர். (3) ரா.விஷ்வநாதன், 5/5, ராம கிருஷ்ணா நகர், கடலூர். [1132,387,1457,447]
ward-number: பாகம் – 81 : [1132,990,1192,1002]
ward-number: பாகம் – 68 : [434,1165,493,1177]
column-1 [75,128,418,2321]
branch-title: கார்ப்பரேஷன் நகர் கிளை [513,518,678,534]
branch-title: முருகன் நகர் கிளை [882,1256,1007,1272]
ward-row [84,1303,408,1335]
ward-number: பாகம் – 225 : [84,1249,150,1261]
branch-title: நல்லாத்தூர் கிளை [1238,1277,1352,1293]
deputy-organisers-entry: துணை அமைப்பாளர்கள் : (1) ப.வெங்கடேசபெருமாள், 312, மாரியம்மன் கோயில் தெரு, பாதிரிக்குப்பம், கடலூர். (2) நா.முத்துக்குமார், 169/2, முருகேச நகர், பாதிரிக்குப்பம், கடலூர். (3) இகார்த்திகேயன், 24, முருகேச நகர், பாதிரிக் குப்பம், கடலூர். [783,619,1107,680]
ward-organiser: தேரவிக்குமார், 435, காமன் கோயில் தெரு, பாதிரிக்குப்பம், கடலூர். [1214,596,1414,624]
organiser-entry: அமைப்பாளர் : ரா.கிருஷ்ணராஜ், 250/23, மாரியம்மன் கோயில் தெரு, பாதிரிக்குப்பம், கடலூர். [783,719,1107,747]
ward-organiser: வை.அரவிந்தன், 568/65, குறுக்குத் தெரு, கிருஷ்ணசாமி நகர், கூத்தப்பாக்கம், கடலூர். [1214,990,1414,1018]
deputy-organisers-entry: துணை அமைப்பாளர்கள் : (1) ம.வெற்றிச்செல்வன், 93, சுப்பிர மணியன் கோயில் தெரு, சான்றோர்பாளையம், கடலூர். (2) புபாவேந்தன், 271, செல்லியம்மன் கோயில் தெரு, சுத்துக் குளம், சான்றோர்பாளையம், கடலூர். (3) மதுரை செல்வன், 93, சுப்பிரமணியன் கோயில் தெரு, சான்றோர்பாளையம், கடலூர். [84,251,409,327]
ward-number: பாகம் – 79 : [1132,918,1192,930]
organiser-entry: அமைப்பாளர் : ர.திருமலை, 76, சின்ன தெரு, கோண்டூர், கடலூர். [434,302,737,315]
ward-number: பாகம் – 73 : [1132,703,1192,715]
organiser-entry: அமைப்பாளர் : ரா.மணிகண்டன், 10, முருகன் கோயில் தெரு, என்.மணவெளி, நல்லாத்தூர், கடலூர். [1132,1882,1457,1910]
